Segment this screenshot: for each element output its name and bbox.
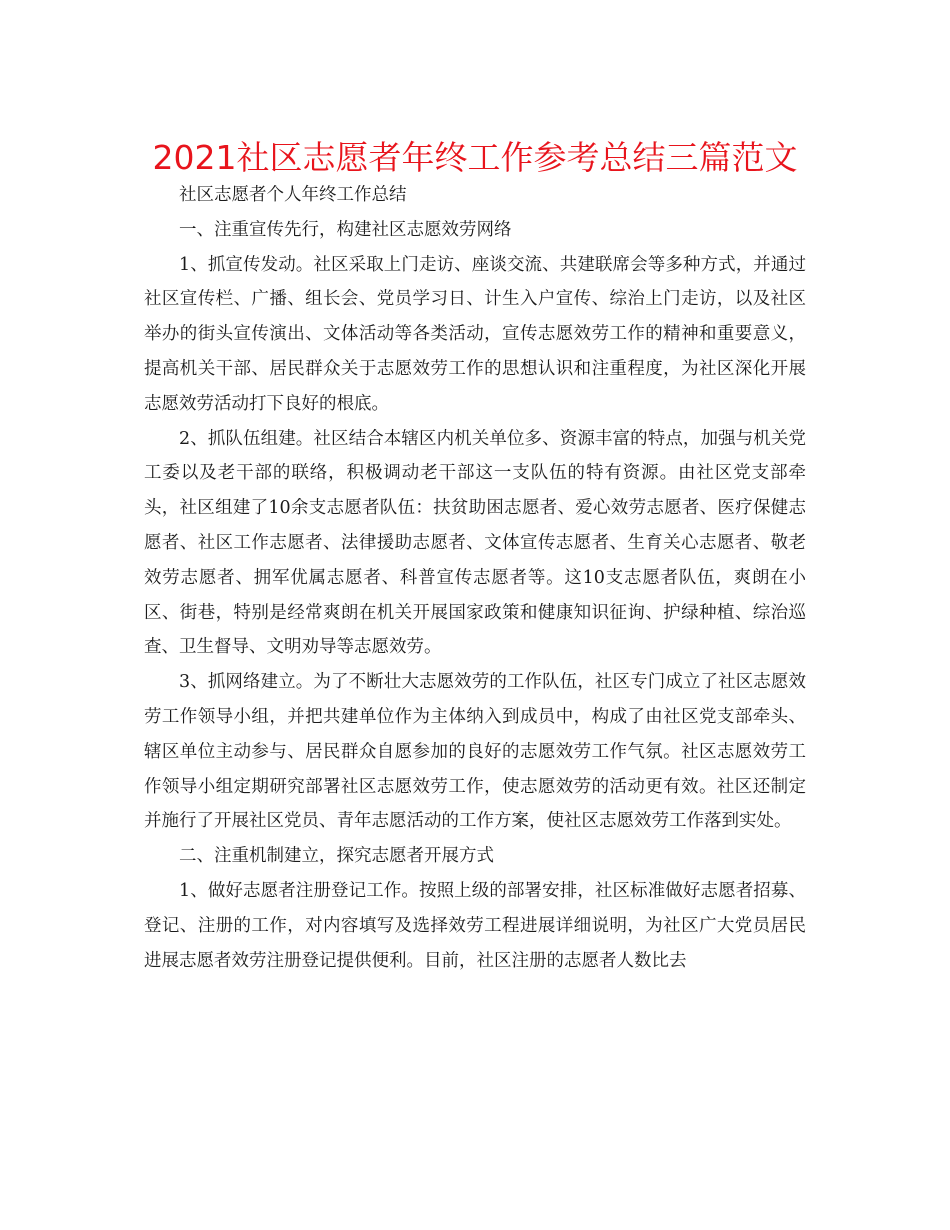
paragraph-propaganda: 1、抓宣传发动。社区采取上门走访、座谈交流、共建联席会等多种方式，并通过社区宣传栏、广播、组长会、党员学习日、计生入户宣传、综治上门走访，以及社区举办的街头宣传演出、文体活动等各类活动，宣传志愿效劳工作的精神和重要意义，提高机关干部、居民群众关于志愿效劳工作的思想认识和注重程度，为社区深化开展志愿效劳活动打下良好的根底。 — [144, 254, 806, 414]
paragraph-subtitle: 社区志愿者个人年终工作总结 — [179, 185, 407, 205]
paragraph-section-2-heading: 二、注重机制建立，探究志愿者开展方式 — [179, 846, 494, 867]
paragraph-section-1-heading: 一、注重宣传先行，构建社区志愿效劳网络 — [179, 219, 512, 240]
document-title: 2021社区志愿者年终工作参考总结三篇范文 — [152, 138, 798, 177]
paragraph-network: 3、抓网络建立。为了不断壮大志愿效劳的工作队伍，社区专门成立了社区志愿效劳工作领导小组，并把共建单位作为主体纳入到成员中，构成了由社区党支部牵头、辖区单位主动参与、居民群众自愿参加的良好的志愿效劳工作气氛。社区志愿效劳工作领导小组定期研究部署社区志愿效劳工作，使志愿效劳的活动更有效。社区还制定并施行了开展社区党员、青年志愿活动的工作方案，使社区志愿效劳工作落到实处。 — [144, 672, 806, 832]
paragraph-registration: 1、做好志愿者注册登记工作。按照上级的部署安排，社区标准做好志愿者招募、登记、注册的工作，对内容填写及选择效劳工程进展详细说明，为社区广大党员居民进展志愿者效劳注册登记提供便利。目前，社区注册的志愿者人数比去 — [144, 880, 806, 971]
paragraph-team-building: 2、抓队伍组建。社区结合本辖区内机关单位多、资源丰富的特点，加强与机关党工委以及老干部的联络，积极调动老干部这一支队伍的特有资源。由社区党支部牵头，社区组建了10余支志愿者队伍：扶贫助困志愿者、爱心效劳志愿者、医疗保健志愿者、社区工作志愿者、法律援助志愿者、文体宣传志愿者、生育关心志愿者、敬老效劳志愿者、拥军优属志愿者、科普宣传志愿者等。这10支志愿者队伍，爽朗在小区、街巷，特别是经常爽朗在机关开展国家政策和健康知识征询、护绿种植、综治巡查、卫生督导、文明劝导等志愿效劳。 — [144, 428, 806, 658]
document-body — [144, 178, 806, 978]
